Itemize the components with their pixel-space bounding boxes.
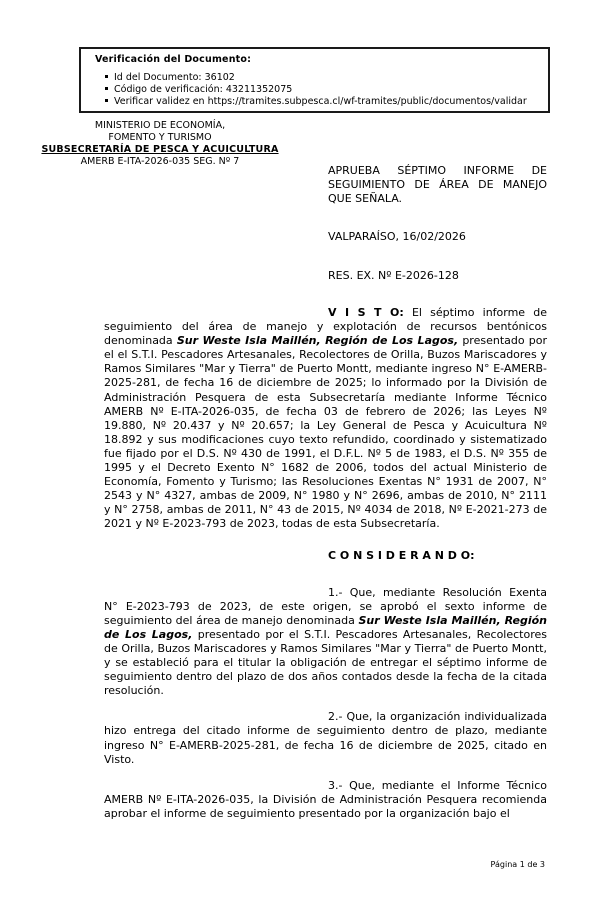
amerb-area-name: Sur Weste Isla Maillén, Región de Los Lagos,	[104, 613, 547, 641]
verification-item-validate-url	[105, 96, 540, 108]
subsecretaria-name: SUBSECRETARÍA DE PESCA Y ACUICULTURA	[41, 144, 279, 155]
bullet-icon	[105, 99, 108, 102]
verification-list	[105, 72, 540, 108]
resolution-number: RES. EX. Nº E-2026-128	[328, 269, 459, 282]
verification-item-code	[105, 84, 540, 96]
bullet-icon	[105, 87, 108, 90]
visto-text-before: El séptimo informe de seguimiento del área de manejo y explotación de recursos bentónicos denominada	[104, 306, 547, 348]
considerando-1-after: presentado por el S.T.I. Pescadores Artesanales, Recolectores de Orilla, Buzos Mariscadores y Ramos Similares "Mar y Tierra" de Puerto Montt, y se estableció para el titular la obligación de entregar el séptimo informe de seguimiento dentro del plazo de dos años contados desde la fecha de la citada resolución.	[104, 627, 547, 698]
bullet-icon	[105, 75, 108, 78]
verification-box	[79, 47, 550, 113]
place-and-date: VALPARAÍSO, 16/02/2026	[328, 230, 466, 243]
verification-item-text: Id del Documento: 36102	[114, 72, 235, 83]
considerando-heading: C O N S I D E R A N D O:	[328, 548, 475, 562]
considerando-item-2: 2.- Que, la organización individualizada hizo entrega del citado informe de seguimiento dentro de plazo, mediante ingreso N° E-AMERB-2025-281, de fecha 16 de diciembre de 2025, citado en Visto.	[104, 710, 547, 766]
considerando-item-1	[104, 586, 547, 699]
considerando-1-before: 1.- Que, mediante Resolución Exenta N° E-2023-793 de 2023, de este origen, se aprobó el sexto informe de seguimiento del área de manejo denominada	[104, 585, 547, 627]
ministry-name-line-1: MINISTERIO DE ECONOMÍA,	[94, 120, 226, 131]
amerb-area-name: Sur Weste Isla Maillén, Región de Los Lagos,	[176, 334, 459, 348]
verification-title: Verificación del Documento:	[95, 54, 252, 65]
verification-item-document-id	[105, 72, 540, 84]
page-number: Página 1 de 3	[490, 860, 545, 869]
visto-text-after: presentado por el el S.T.I. Pescadores Artesanales, Recolectores de Orilla, Buzos Mariscadores y Ramos Similares "Mar y Tierra" de Puerto Montt, mediante ingreso N° E-AMERB-2025-281, de fecha 16 de diciembre de 2025; lo informado por la División de Administración Pesquera de esta Subsecretaría mediante Informe Técnico AMERB Nº E-ITA-2026-035, de fecha 03 de febrero de 2026; las Leyes Nº 19.880, Nº 20.437 y Nº 20.657; la Ley General de Pesca y Acuicultura Nº 18.892 y sus modificaciones cuyo texto refundido, coordinado y sistematizado fue fijado por el D.S. Nº 430 de 1991, el D.F.L. Nº 5 de 1983, el D.S. Nº 355 de 1995 y el Decreto Exento N° 1682 de 2006, todos del actual Ministerio de Economía, Fomento y Turismo; las Resoluciones Exentas N° 1931 de 2007, N° 2543 y N° 4327, ambas de 2009, N° 1980 y N° 2696, ambas de 2010, N° 2111 y N° 2758, ambas de 2011, N° 43 de 2015, Nº 4034 de 2018, Nº E-2021-273 de 2021 y Nº E-2023-793 de 2023, todas de esta Subsecretaría.	[104, 334, 548, 531]
amerb-reference: AMERB E-ITA-2026-035 SEG. Nº 7	[80, 156, 240, 167]
verification-item-text: Código de verificación: 43211352075	[114, 84, 293, 95]
document-subject: APRUEBA SÉPTIMO INFORME DE SEGUIMIENTO DE ÁREA DE MANEJO QUE SEÑALA.	[328, 164, 547, 206]
ministry-name-line-2: FOMENTO Y TURISMO	[108, 132, 212, 143]
document-body	[104, 306, 547, 821]
visto-label: V I S T O:	[328, 306, 404, 319]
considerando-item-3: 3.- Que, mediante el Informe Técnico AMERB Nº E-ITA-2026-035, la División de Administración Pesquera recomienda aprobar el informe de seguimiento presentado por la organización bajo el	[104, 778, 547, 820]
visto-paragraph	[104, 306, 547, 532]
letterhead	[34, 120, 286, 168]
validation-url-text[interactable]: Verificar validez en https://tramites.subpesca.cl/wf-tramites/public/documentos/validar	[114, 96, 527, 107]
